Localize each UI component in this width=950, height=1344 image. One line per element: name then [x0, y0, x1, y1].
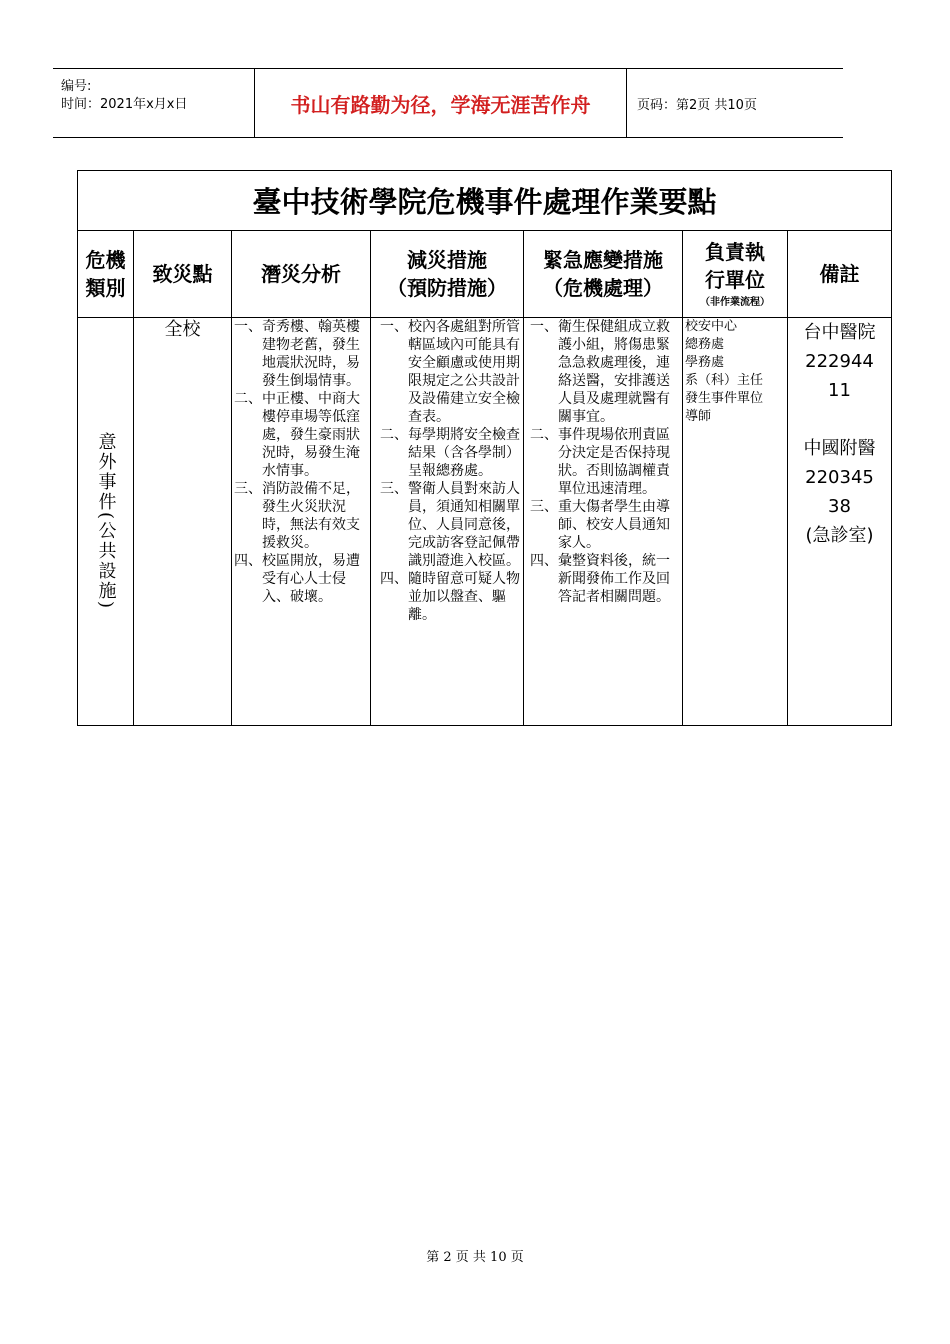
col-header-emergency-line2: （危機處理）	[543, 276, 663, 300]
crisis-type-cell	[78, 318, 133, 725]
col-header-crisis-type-line2: 類別	[85, 276, 126, 300]
page-info: 页码：第2页 共10页	[637, 97, 757, 113]
risk-item	[234, 480, 368, 552]
responsible-unit: 學務處	[685, 355, 725, 370]
mitigation-item-text: 每學期將安全檢查結果（含各學制）呈報總務處。	[408, 427, 520, 479]
remark-line: 11	[828, 380, 851, 401]
col-header-emergency	[524, 231, 682, 317]
mitigation-item-number: 一、	[380, 319, 408, 335]
risk-item-number: 二、	[234, 391, 262, 407]
emergency-item-text: 衛生保健組成立救護小組，將傷患緊急急救處理後，連絡送醫，安排護送人員及處理就醫有關事宜。	[558, 319, 670, 425]
risk-item-text: 奇秀樓、翰英樓建物老舊，發生地震狀況時，易發生倒塌情事。	[262, 319, 360, 389]
emergency-item-text: 彙整資料後，統一新聞發佈工作及回答記者相關問題。	[558, 553, 670, 605]
col-header-emergency-line1: 緊急應變措施	[543, 248, 663, 272]
mitigation-item-number: 二、	[380, 427, 408, 443]
col-header-mitigation-line2: （預防措施）	[387, 276, 507, 300]
time-label: 时间：2021年x月x日	[61, 97, 188, 112]
risk-item-text: 校區開放，易遭受有心人士侵入、破壞。	[262, 553, 360, 605]
remark-line: 台中醫院	[803, 322, 876, 343]
emergency-item-text: 重大傷者學生由導師、校安人員通知家人。	[558, 499, 670, 551]
mitigation-cell	[380, 318, 520, 624]
responsible-unit: 發生事件單位	[685, 391, 764, 406]
col-header-mitigation	[371, 231, 523, 317]
mitigation-item-text: 校內各處組對所管轄區域內可能具有安全顧慮或使用期限規定之公共設計及設備建立安全檢查表。	[408, 319, 520, 425]
col-header-responsible	[683, 231, 787, 317]
col-header-remarks: 備註	[819, 262, 860, 286]
remark-line: 222944	[805, 351, 874, 372]
emergency-item-number: 二、	[530, 427, 558, 443]
remark-line: 220345	[805, 467, 874, 488]
header-meta	[53, 69, 255, 137]
emergency-item-text: 事件現場依刑責區分決定是否保持現狀。否則協調權責單位迅速清理。	[558, 427, 670, 497]
col-header-risk-analysis: 潛災分析	[261, 262, 341, 286]
mitigation-item	[380, 426, 520, 480]
page-footer: 第 2 页 共 10 页	[426, 1250, 524, 1265]
risk-item-text: 中正樓、中商大樓停車場等低窪處，發生豪雨狀況時，易發生淹水情事。	[262, 391, 360, 479]
mitigation-item	[380, 570, 520, 624]
responsible-unit: 系（科）主任	[685, 373, 764, 388]
responsible-unit: 總務處	[685, 337, 725, 352]
motto: 书山有路勤为径，学海无涯苦作舟	[255, 69, 627, 137]
col-header-crisis-type	[78, 231, 133, 317]
col-header-crisis-type-line1: 危機	[85, 248, 126, 272]
code-label: 编号:	[61, 79, 92, 94]
disaster-point-cell: 全校	[164, 319, 201, 340]
remark-line: (急診室)	[805, 525, 874, 546]
crisis-type-text: 意外事件(公共設施)	[95, 432, 117, 611]
responsible-unit: 導師	[685, 409, 712, 424]
emergency-item	[530, 318, 680, 426]
responsible-unit: 校安中心	[685, 319, 738, 334]
risk-item-number: 四、	[234, 553, 262, 569]
col-header-responsible-note: （非作業流程）	[700, 297, 770, 308]
emergency-item	[530, 498, 680, 552]
risk-item-text: 消防設備不足，發生火災狀況時，無法有效支援救災。	[262, 481, 360, 551]
col-header-responsible-line1: 負責執	[705, 240, 765, 264]
emergency-item	[530, 426, 680, 498]
risk-item-number: 三、	[234, 481, 262, 497]
risk-item-number: 一、	[234, 319, 262, 335]
mitigation-item-number: 三、	[380, 481, 408, 497]
risk-item	[234, 390, 368, 480]
emergency-item-number: 四、	[530, 553, 558, 569]
mitigation-item	[380, 318, 520, 426]
emergency-item-number: 一、	[530, 319, 558, 335]
risk-item	[234, 552, 368, 606]
remark-line	[788, 405, 891, 434]
document-title: 臺中技術學院危機事件處理作業要點	[78, 171, 891, 231]
remarks-cell	[788, 318, 891, 550]
responsible-cell	[685, 318, 785, 426]
page-header	[53, 68, 843, 138]
risk-item	[234, 318, 368, 390]
mitigation-item-text: 隨時留意可疑人物並加以盤查、驅離。	[408, 571, 520, 623]
emergency-item	[530, 552, 680, 606]
remark-line: 中國附醫	[803, 438, 876, 459]
remark-line: 38	[828, 496, 851, 517]
mitigation-item-text: 警衛人員對來訪人員，須通知相關單位、人員同意後，完成訪客登記佩帶識別證進入校區。	[408, 481, 520, 569]
crisis-table	[77, 170, 892, 726]
emergency-item-number: 三、	[530, 499, 558, 515]
col-header-mitigation-line1: 減災措施	[407, 248, 487, 272]
mitigation-item	[380, 480, 520, 570]
col-header-responsible-line2: 行單位	[705, 268, 765, 292]
col-header-disaster-point: 致災點	[152, 262, 213, 286]
mitigation-item-number: 四、	[380, 571, 408, 587]
risk-analysis-cell	[234, 318, 368, 606]
emergency-cell	[530, 318, 680, 606]
